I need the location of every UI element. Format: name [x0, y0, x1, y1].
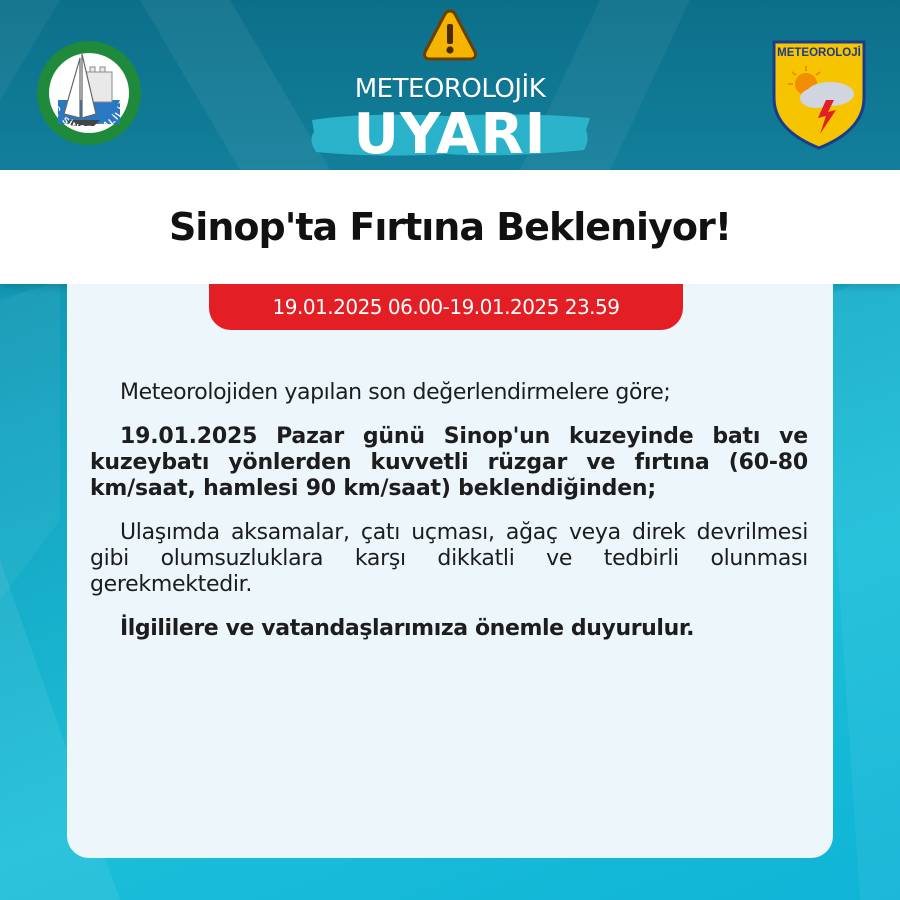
sinop-valiligi-logo — [36, 40, 142, 146]
advice-paragraph: Ulaşımda aksamalar, çatı uçması, ağaç veya direk devrilmesi gibi olumsuzluklara karşı dikkatli ve tedbirli olunması gerekmektedir. — [90, 520, 808, 597]
page-title: Sinop'ta Fırtına Bekleniyor! — [168, 205, 732, 249]
intro-paragraph: Meteorolojiden yapılan son değerlendirmelere göre; — [120, 380, 671, 405]
title-band — [0, 170, 900, 284]
date-range-badge — [209, 284, 683, 330]
date-range-text: 19.01.2025 06.00-19.01.2025 23.59 — [272, 295, 620, 319]
kicker-text: METEOROLOJİK — [354, 74, 546, 104]
meteoroloji-logo — [770, 38, 868, 150]
right-logo-text: METEOROLOJİ — [777, 47, 861, 59]
announcement-body — [90, 380, 808, 660]
warning-triangle-icon — [422, 8, 478, 62]
headline-text: UYARI — [353, 102, 547, 167]
headline-block — [306, 104, 594, 166]
left-logo-text: T.C. SİNOP VALİLİĞİ — [48, 94, 130, 135]
closing-paragraph: İlgililere ve vatandaşlarımıza önemle duyurulur. — [120, 616, 695, 641]
forecast-paragraph: 19.01.2025 Pazar günü Sinop'un kuzeyinde batı ve kuzeybatı yönlerden kuvvetli rüzgar ve fırtına (60-80 km/saat, hamlesi 90 km/saat) beklendiğinden; — [90, 424, 808, 501]
